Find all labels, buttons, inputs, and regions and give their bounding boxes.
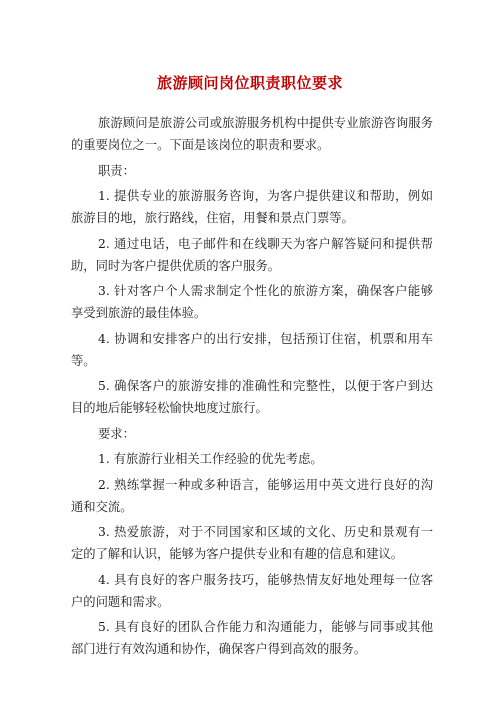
duties-heading: 职责： bbox=[98, 163, 135, 178]
duty-item-3: 3. 针对客户个人需求制定个性化的旅游方案，确保客户能够享受到旅游的最佳体验。 bbox=[71, 284, 433, 320]
duty-item-2: 2. 通过电话，电子邮件和在线聊天为客户解答疑问和提供帮助，同时为客户提供优质的客户服务。 bbox=[71, 236, 433, 273]
requirement-item-3: 3. 热爱旅游，对于不同国家和区域的文化、历史和景观有一定的了解和认识，能够为客户提供专业和有趣的信息和建议。 bbox=[71, 525, 433, 561]
requirement-item-2: 2. 熟练掌握一种或多种语言，能够运用中英文进行良好的沟通和交流。 bbox=[71, 477, 433, 514]
requirement-item-4: 4. 具有良好的客户服务技巧，能够热情友好地处理每一位客户的问题和需求。 bbox=[71, 572, 433, 609]
requirement-item-1: 1. 有旅游行业相关工作经验的优先考虑。 bbox=[98, 452, 323, 466]
duty-item-5: 5. 确保客户的旅游安排的准确性和完整性，以便于客户到达目的地后能够轻松愉快地度过旅行。 bbox=[71, 379, 433, 415]
document-title: 旅游顾问岗位职责职位要求 bbox=[156, 74, 343, 92]
document-body bbox=[71, 112, 433, 664]
duty-item-1: 1. 提供专业的旅游服务咨询，为客户提供建议和帮助，例如旅游目的地，旅行路线，住宿，用餐和景点门票等。 bbox=[71, 189, 433, 225]
intro-paragraph: 旅游顾问是旅游公司或旅游服务机构中提供专业旅游咨询服务的重要岗位之一。下面是该岗位的职责和要求。 bbox=[71, 116, 433, 152]
duty-item-4: 4. 协调和安排客户的出行安排，包括预订住宿，机票和用车等。 bbox=[71, 331, 433, 368]
requirement-item-5: 5. 具有良好的团队合作能力和沟通能力，能够与同事或其他部门进行有效沟通和协作，确保客户得到高效的服务。 bbox=[71, 620, 433, 656]
requirements-heading: 要求： bbox=[98, 426, 135, 441]
